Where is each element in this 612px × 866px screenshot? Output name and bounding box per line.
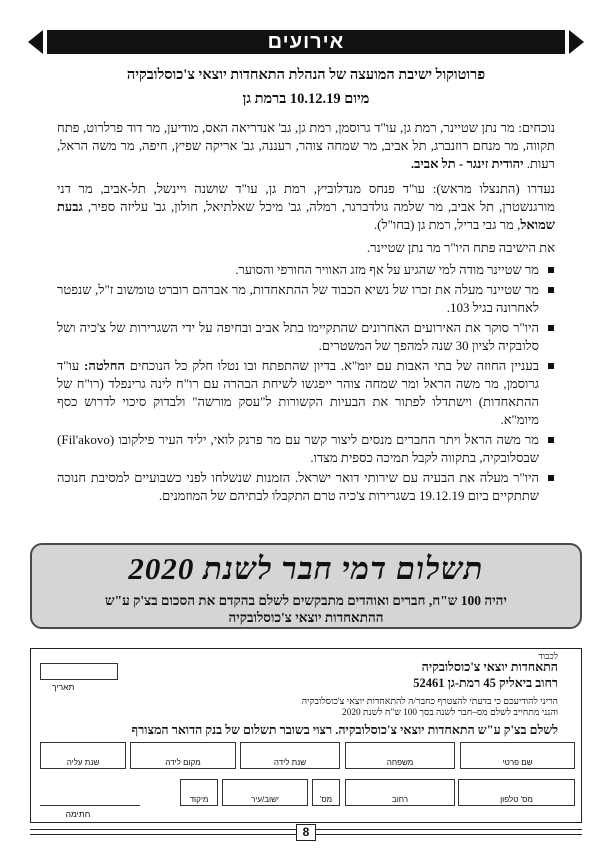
bullet-square-icon	[548, 475, 554, 481]
date-field-label: תאריך	[52, 682, 75, 692]
field-label: מיקוד	[189, 795, 209, 804]
bullet-square-icon	[548, 267, 554, 273]
absentees-paragraph	[57, 180, 555, 234]
form-declaration-line: הריני להודיעכם כי בדעתי להצטרף כחבר/ה להתאחדות יוצאי צ'כוסלובקיה	[301, 697, 558, 707]
field-label: ישוב/עיר	[250, 795, 279, 804]
signature-label: חתימה	[65, 809, 91, 819]
protocol-title: פרוטוקול ישיבת המועצה של הנהלת התאחדות יוצאי צ'כוסלובקיה	[126, 67, 486, 83]
field-label: שם פרטי	[502, 758, 533, 767]
date-field	[40, 663, 118, 680]
dues-text-line: ההתאחדות יוצאי צ'כוסלובקיה	[228, 609, 384, 625]
membership-form	[30, 648, 582, 823]
field-label: מס'	[319, 795, 333, 804]
meeting-opening: את הישיבה פתח היו"ר מר נתן שטיינר.	[366, 240, 555, 255]
house-number-field	[312, 779, 340, 806]
bullet-square-icon	[548, 437, 554, 443]
bullet-square-icon	[548, 325, 554, 331]
agenda-list	[57, 261, 555, 507]
protocol-date: מיום 10.12.19 ברמת גן	[242, 91, 370, 107]
bullet-square-icon	[548, 287, 554, 293]
agenda-item-text: היו"ר מעלה את הבעיה עם שירותי דואר ישראל. הזמנות שנשלחו לפני כשבועיים למסיבת חנוכה שתתקיים ביום 19.12.19 בשגרירות צ'כיה טרם התקבלו לבתיהם של המוזמנים.	[57, 470, 539, 503]
absentees-text: נעדרו (התנצלו מראש): עו"ד פנחס מנדלוביץ, רמת גן, עו"ד שושנה ויינשל, תל-אביב, מר דני מורגנשטרן, תל אביב, מר שלמה גולדברגר, רמלה, גב' מיכל שאלתיאל, חולון, גב' עליזה ספיר,	[57, 181, 555, 214]
absentees-bold-city: גבעת שמואל	[57, 199, 555, 232]
field-label: שנת לידה	[273, 758, 307, 767]
form-declaration-line: והנני מתחייב לשלם מס–חבר לשנה בסך 100 ש"ח לשנת 2020	[342, 708, 558, 718]
field-label: משפחה	[386, 758, 414, 767]
agenda-item	[57, 281, 555, 317]
form-org-name: התאחדות יוצאי צ'כוסלובקיה	[421, 660, 558, 674]
first-name-field	[460, 742, 575, 769]
page-number: 8	[296, 824, 316, 841]
dues-text-line: יהיה 100 ש"ח, חברים ואוהדים מתבקשים לשלם בהקדם את הסכום בצ'ק ע"ש	[105, 593, 507, 608]
protocol-heading	[40, 63, 572, 111]
street-field	[345, 779, 455, 806]
field-label: רחוב	[391, 795, 409, 804]
agenda-item-text: היו"ר סוקר את האירועים האחרונים שהתקיימו בתל אביב ובחיפה על ידי השגרירות של צ'כיה ושל סלובקיה לציון 30 שנה למהפך של המשטרים.	[57, 320, 539, 353]
agenda-item-text: מר שטיינר מודה למי שהגיע על אף מזג האוויר החורפי והסוער.	[235, 262, 539, 277]
absentees-text-end: , מר גבי בריל, רמת גן (בחו"ל).	[373, 217, 521, 232]
section-title: אירועים	[267, 31, 345, 53]
agenda-item-text: מר שטיינר מעלה את זכרו של נשיא הכבוד של ההתאחדות, מר אברהם רוברט טומשוב ז"ל, שנפטר לאחרונה בגיל 103.	[57, 282, 539, 315]
agenda-item-text: בעניין החוזה של בתי האבות עם יומ"א. בדיון שהתפתח ובו נטלו חלק כל הנוכחים	[124, 358, 539, 373]
form-address: רחוב ביאליק 45 רמת-גן 52461	[413, 676, 558, 690]
attendees-text: נוכחים: מר נתן שטיינר, רמת גן, עו"ד גרוסמן, רמת גן, גב' אנדריאה האס, מודיען, מר דוד פרלרוט, פתח תקווה, מר מנחם רוזנברג, תל אביב, מר שמחה צוהר, רעננה, גב' אריקה שפיץ, חיפה, מר משה הראל, רעות.	[57, 120, 555, 171]
attendees-bold-name: יהודית זינגר - תל אביב.	[410, 156, 524, 171]
membership-dues-box	[30, 543, 582, 629]
form-to-label: לכבוד	[538, 651, 558, 661]
dues-text	[32, 593, 580, 626]
attendees-paragraph	[57, 119, 555, 173]
agenda-item	[57, 319, 555, 355]
zip-code-field	[180, 779, 218, 806]
birth-year-field	[240, 742, 340, 769]
agenda-item	[57, 431, 555, 467]
last-name-field	[345, 742, 455, 769]
signature-line	[40, 805, 140, 806]
birth-place-field	[130, 742, 236, 769]
agenda-item-text-end: עו"ד גרוסמן, מר משה הראל ומר שמחה צוהר ייפגשו לשיחת הבהרה עם רו"ח לינה גרינפלד (רו"ח של ההתאחדות) וישתדלו לפתור את הבעיות הקשורות ל"עסק מורשה" ולבדוק סיכוי לדרוש כסף מיומ"א.	[57, 358, 539, 427]
city-field	[222, 779, 308, 806]
agenda-item	[57, 357, 555, 429]
agenda-item	[57, 469, 555, 505]
decision-label: החלטה:	[84, 358, 125, 373]
field-label: שנת עליה	[66, 758, 100, 767]
field-label: מס' טלפון	[500, 795, 533, 804]
phone-field	[458, 779, 575, 806]
bullet-square-icon	[548, 363, 554, 369]
field-label: מקום לידה	[165, 758, 201, 767]
aliyah-year-field	[40, 742, 126, 769]
dues-title: תשלום דמי חבר לשנת 2020	[128, 551, 484, 586]
section-banner	[28, 30, 584, 54]
agenda-item-text: מר משה הראל ויתר החברים מנסים ליצור קשר עם מר פרנק לואי, יליד העיר פילקובו (Fil'akovo) שבסלובקיה, בתקווה לקבל תמיכה כספית מצדו.	[57, 432, 539, 465]
form-payment-instruction: לשלם בצ'ק ע"ש התאחדות יוצאי צ'כוסלובקיה. רצוי בשובר תשלום של בנק הדואר המצורף	[131, 723, 558, 737]
agenda-item	[57, 261, 555, 279]
